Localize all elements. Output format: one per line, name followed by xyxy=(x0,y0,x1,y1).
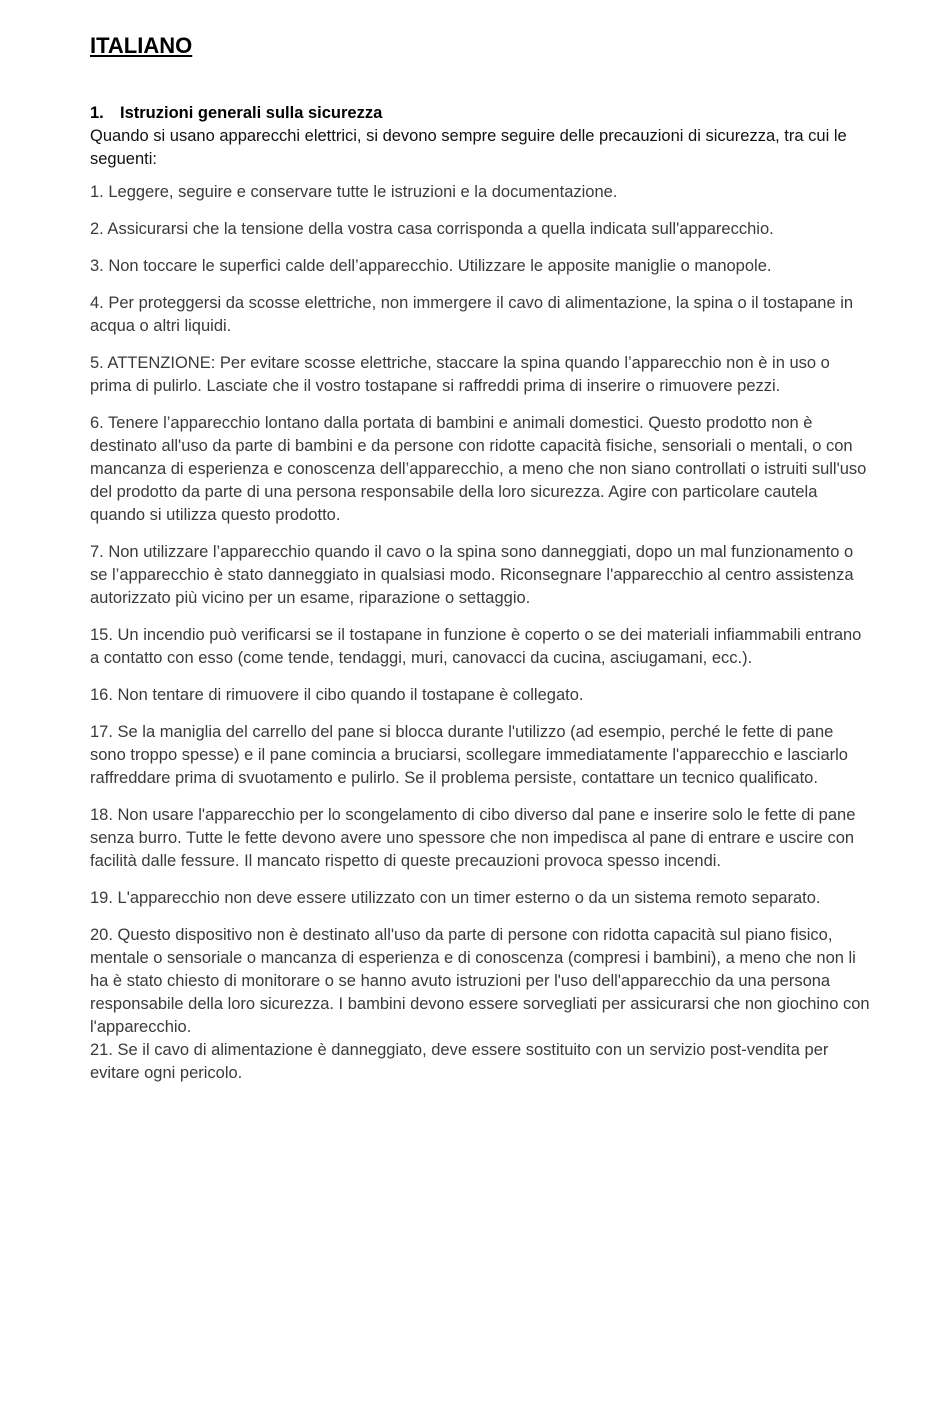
document-page xyxy=(90,32,870,1099)
safety-item-19: 19. L'apparecchio non deve essere utilizzato con un timer esterno o da un sistema remoto separato. xyxy=(90,889,821,907)
section-number: 1. xyxy=(90,104,104,122)
section-title-text: Istruzioni generali sulla sicurezza xyxy=(120,104,383,122)
safety-item-15: 15. Un incendio può verificarsi se il tostapane in funzione è coperto o se dei materiali infiammabili entrano a contatto con esso (come tende, tendaggi, muri, canovacci da cucina, asciugamani, ecc.). xyxy=(90,626,862,667)
safety-item-21: 21. Se il cavo di alimentazione è danneggiato, deve essere sostituito con un servizio post-vendita per evitare ogni pericolo. xyxy=(90,1041,829,1082)
safety-item-20: 20. Questo dispositivo non è destinato all'uso da parte di persone con ridotta capacità sul piano fisico, mentale o sensoriale o mancanza di esperienza e di conoscenza (compresi i bambini), a meno che non li ha è stato chiesto di monitorare o se hanno avuto istruzioni per l'uso dell'apparecchio da una persona responsabile della loro sicurezza. I bambini devono essere sorvegliati per assicurarsi che non giochino con l'apparecchio. xyxy=(90,926,870,1036)
safety-item-4: 4. Per proteggersi da scosse elettriche, non immergere il cavo di alimentazione, la spina o il tostapane in acqua o altri liquidi. xyxy=(90,294,854,335)
safety-item-5: 5. ATTENZIONE: Per evitare scosse elettriche, staccare la spina quando l’apparecchio non è in uso o prima di pulirlo. Lasciate che il vostro tostapane si raffreddi prima di inserire o rimuovere pezzi. xyxy=(90,354,830,395)
section-intro: Quando si usano apparecchi elettrici, si devono sempre seguire delle precauzioni di sicurezza, tra cui le seguenti: xyxy=(90,127,847,168)
section-title xyxy=(90,102,870,125)
safety-item-2: 2. Assicurarsi che la tensione della vostra casa corrisponda a quella indicata sull'apparecchio. xyxy=(90,220,774,238)
safety-item-1: 1. Leggere, seguire e conservare tutte le istruzioni e la documentazione. xyxy=(90,183,618,201)
safety-item-17: 17. Se la maniglia del carrello del pane si blocca durante l'utilizzo (ad esempio, perché le fette di pane sono troppo spesse) e il pane comincia a bruciarsi, scollegare immediatamente l'apparecchio e lasciarlo raffreddare prima di svuotamento e pulirlo. Se il problema persiste, contattare un tecnico qualificato. xyxy=(90,723,848,787)
safety-item-16: 16. Non tentare di rimuovere il cibo quando il tostapane è collegato. xyxy=(90,686,584,704)
safety-item-7: 7. Non utilizzare l’apparecchio quando il cavo o la spina sono danneggiati, dopo un mal funzionamento o se l’apparecchio è stato danneggiato in qualsiasi modo. Riconsegnare l'apparecchio al centro assistenza autorizzato più vicino per un esame, riparazione o settaggio. xyxy=(90,543,854,607)
safety-item-3: 3. Non toccare le superfici calde dell’apparecchio. Utilizzare le apposite maniglie o manopole. xyxy=(90,257,772,275)
safety-item-18: 18. Non usare l'apparecchio per lo scongelamento di cibo diverso dal pane e inserire solo le fette di pane senza burro. Tutte le fette devono avere uno spessore che non impedisca al pane di entrare e uscire con facilità dalle fessure. Il mancato rispetto di queste precauzioni provoca spesso incendi. xyxy=(90,806,856,870)
language-heading: ITALIANO xyxy=(90,33,193,58)
safety-item-6: 6. Tenere l’apparecchio lontano dalla portata di bambini e animali domestici. Questo prodotto non è destinato all'uso da parte di bambini e da persone con ridotte capacità fisiche, sensoriali o mentali, o con mancanza di esperienza e conoscenza dell’apparecchio, a meno che non siano controllati o istruiti sull'uso del prodotto da parte di una persona responsabile della loro sicurezza. Agire con particolare cautela quando si utilizza questo prodotto. xyxy=(90,414,867,524)
